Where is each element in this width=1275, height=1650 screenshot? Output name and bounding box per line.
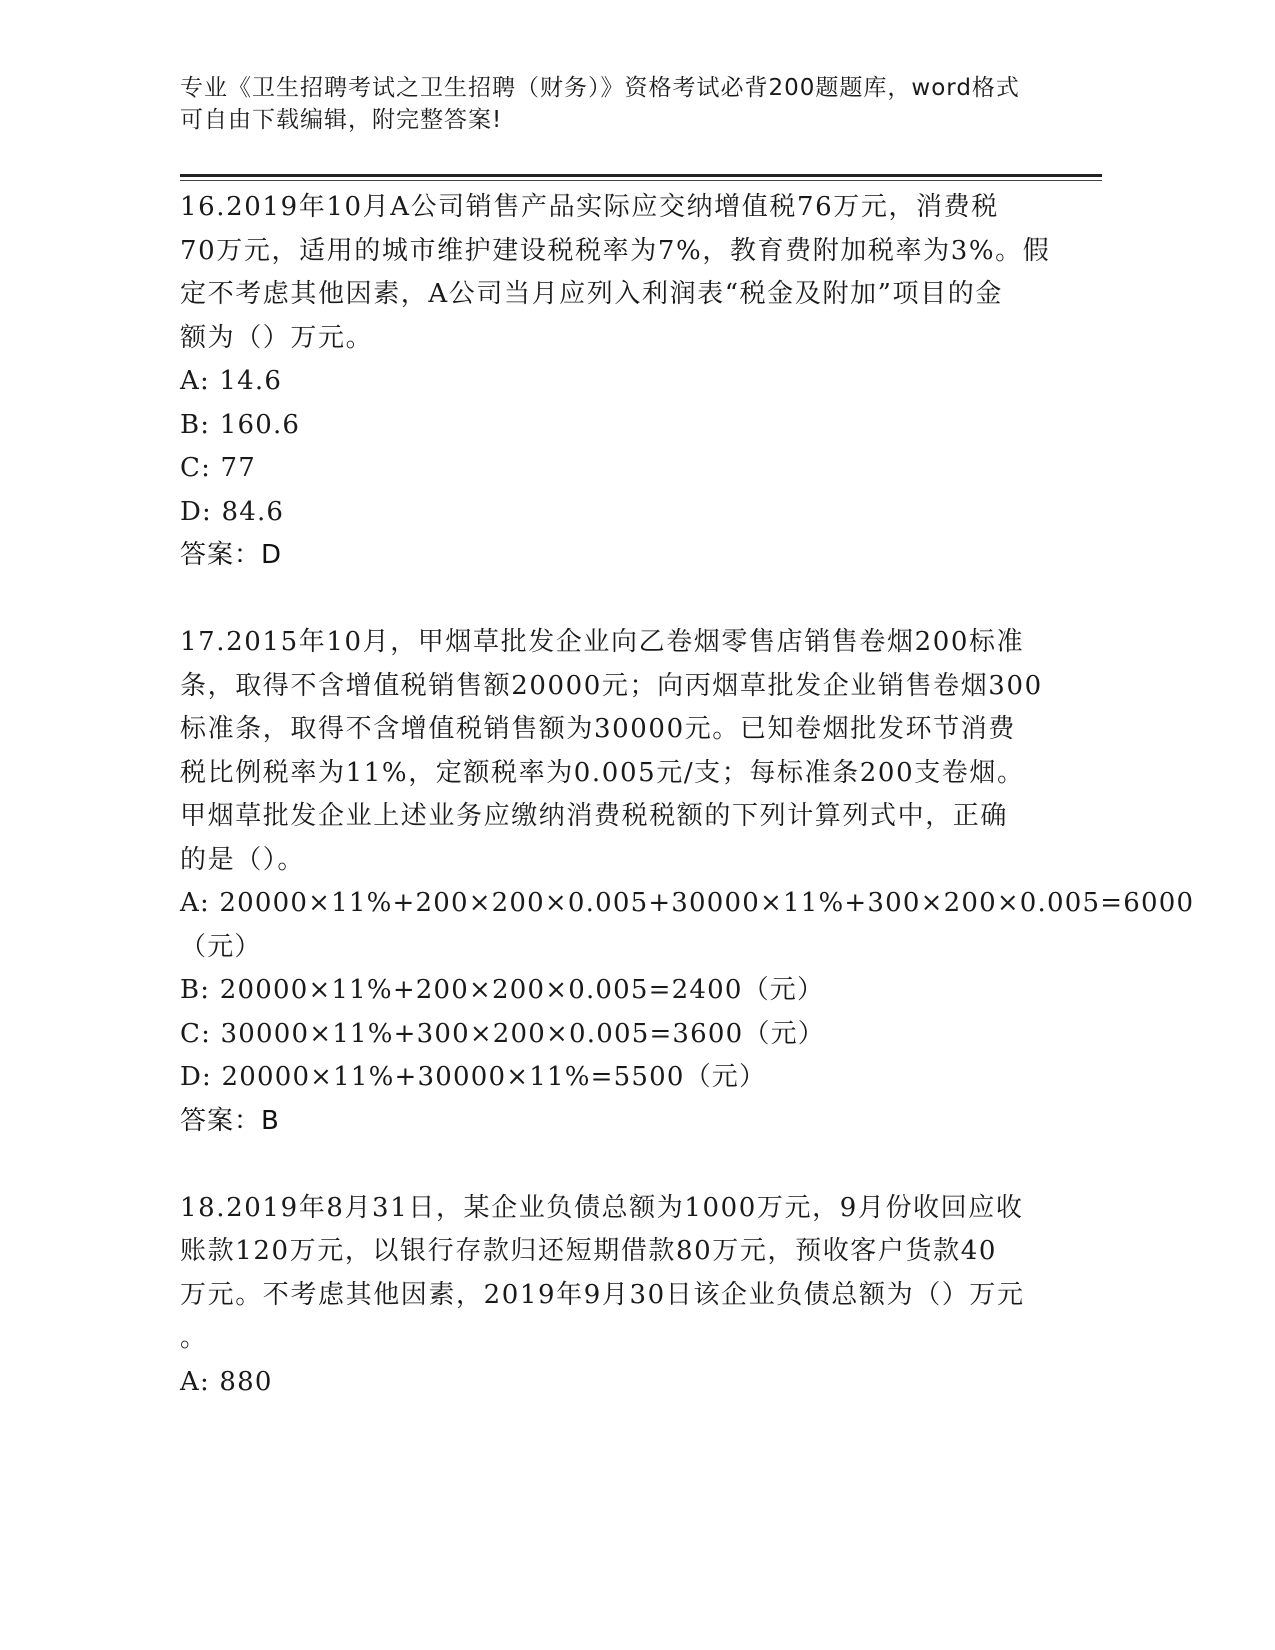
question-stem-line: 标准条，取得不含增值税销售额为30000元。已知卷烟批发环节消费 — [180, 714, 1016, 744]
option-c: C: 30000×11%+300×200×0.005=3600（元） — [180, 1018, 825, 1049]
option-d: D: 84.6 — [180, 496, 285, 527]
question-stem-line: 。 — [180, 1323, 208, 1353]
question-spacer — [180, 1143, 1080, 1187]
answer-line: 答案：D — [180, 540, 283, 570]
question-stem-line: 70万元，适用的城市维护建设税税率为7%，教育费附加税率为3%。假 — [180, 235, 1051, 266]
question-list — [180, 186, 1195, 1404]
question-stem-line: 账款120万元，以银行存款归还短期借款80万元，预收客户货款40 — [180, 1236, 997, 1266]
question-stem-line: 甲烟草批发企业上述业务应缴纳消费税税额的下列计算列式中，正确 — [180, 801, 1009, 831]
option-b: B: 20000×11%+200×200×0.005=2400（元） — [180, 975, 825, 1005]
question-stem-line: 税比例税率为11%，定额税率为0.005元/支；每标准条200支卷烟。 — [180, 757, 1025, 788]
question-stem-line: 17.2015年10月，甲烟草批发企业向乙卷烟零售店销售卷烟200标准 — [180, 627, 1025, 657]
option-c: C: 77 — [180, 453, 257, 483]
option-a: A: 20000×11%+200×200×0.005+30000×11%+300×200×0.005=6000 — [180, 888, 1195, 918]
document-header — [180, 72, 1070, 136]
option-a-continuation: （元） — [180, 931, 262, 962]
option-d: D: 20000×11%+30000×11%=5500（元） — [180, 1062, 767, 1092]
header-divider-thin — [180, 180, 1102, 181]
question-16 — [180, 186, 1080, 578]
question-17 — [180, 621, 1195, 1143]
question-stem-line: 16.2019年10月A公司销售产品实际应交纳增值税76万元，消费税 — [180, 192, 999, 222]
answer-line: 答案：B — [180, 1105, 280, 1136]
header-divider-thick — [180, 174, 1102, 177]
header-title-line-2: 可自由下载编辑，附完整答案! — [180, 107, 503, 133]
question-spacer — [180, 578, 1080, 622]
option-b: B: 160.6 — [180, 409, 301, 440]
question-stem-line: 条，取得不含增值税销售额20000元；向丙烟草批发企业销售卷烟300 — [180, 670, 1043, 701]
question-stem-line: 18.2019年8月31日，某企业负债总额为1000万元，9月份收回应收 — [180, 1192, 1024, 1223]
question-stem-line: 额为（）万元。 — [180, 322, 374, 353]
option-a: A: 14.6 — [180, 366, 283, 396]
header-title-line-1: 专业《卫生招聘考试之卫生招聘（财务）》资格考试必背200题题库，word格式 — [180, 75, 1020, 101]
option-a: A: 880 — [180, 1366, 273, 1397]
question-18 — [180, 1187, 1080, 1405]
question-stem-line: 万元。不考虑其他因素，2019年9月30日该企业负债总额为（）万元 — [180, 1279, 1025, 1310]
question-stem-line: 定不考虑其他因素，A公司当月应列入利润表“税金及附加”项目的金 — [180, 279, 1003, 309]
question-stem-line: 的是（）。 — [180, 844, 306, 875]
